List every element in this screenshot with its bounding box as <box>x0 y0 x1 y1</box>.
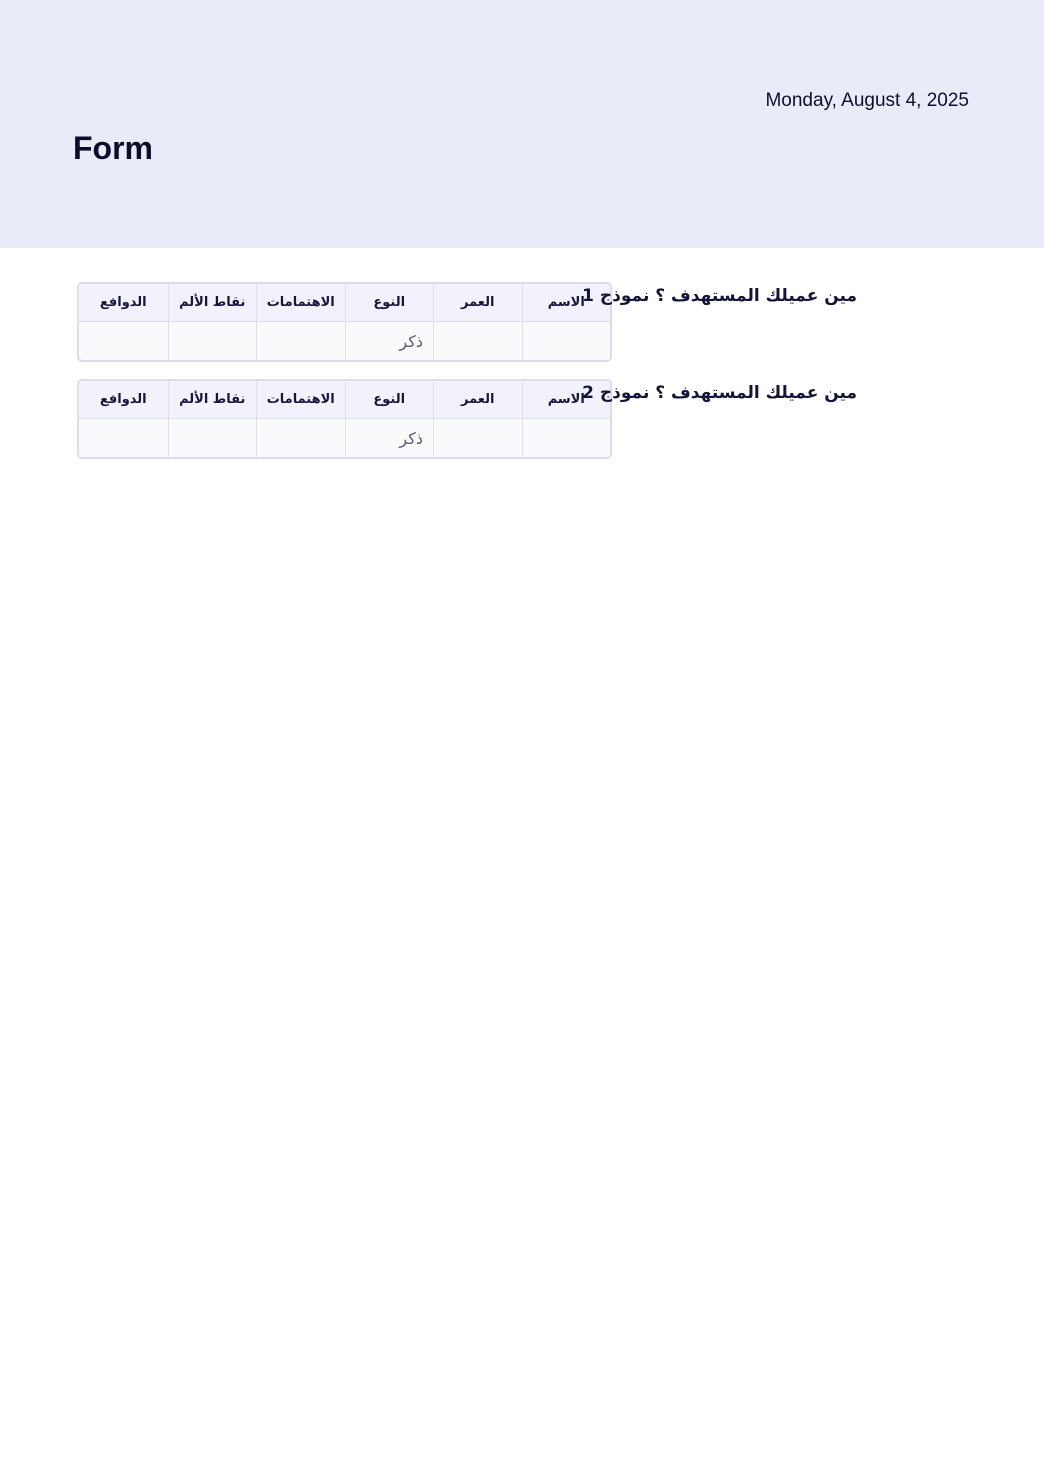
column-header-age: العمر <box>433 381 522 419</box>
section-label: مين عميلك المستهدف ؟ نموذج 1 <box>582 286 857 306</box>
name-cell[interactable] <box>522 322 611 360</box>
table-header-row <box>79 381 610 419</box>
column-header-interests: الاهتمامات <box>256 381 345 419</box>
gender-cell[interactable]: ذكر <box>345 322 434 360</box>
age-cell[interactable] <box>433 322 522 360</box>
column-header-motivations: الدوافع <box>79 284 168 322</box>
column-header-interests: الاهتمامات <box>256 284 345 322</box>
motivations-cell[interactable] <box>79 419 168 457</box>
pain-points-cell[interactable] <box>168 419 257 457</box>
customer-table-1 <box>77 282 612 362</box>
form-section-2 <box>77 379 857 459</box>
column-header-age: العمر <box>433 284 522 322</box>
page-date: Monday, August 4, 2025 <box>765 90 969 111</box>
column-header-pain-points: نقاط الألم <box>168 381 257 419</box>
gender-cell[interactable]: ذكر <box>345 419 434 457</box>
section-label: مين عميلك المستهدف ؟ نموذج 2 <box>582 383 857 403</box>
interests-cell[interactable] <box>256 322 345 360</box>
page-header <box>0 0 1044 248</box>
page-title: Form <box>73 130 153 166</box>
column-header-pain-points: نقاط الألم <box>168 284 257 322</box>
table-row <box>79 419 610 457</box>
motivations-cell[interactable] <box>79 322 168 360</box>
column-header-gender: النوع <box>345 284 434 322</box>
interests-cell[interactable] <box>256 419 345 457</box>
pain-points-cell[interactable] <box>168 322 257 360</box>
form-section-1 <box>77 282 857 362</box>
table-row <box>79 322 610 360</box>
name-cell[interactable] <box>522 419 611 457</box>
table-header-row <box>79 284 610 322</box>
column-header-name: الاسم <box>522 381 611 419</box>
column-header-name: الاسم <box>522 284 611 322</box>
age-cell[interactable] <box>433 419 522 457</box>
column-header-motivations: الدوافع <box>79 381 168 419</box>
column-header-gender: النوع <box>345 381 434 419</box>
customer-table-2 <box>77 379 612 459</box>
